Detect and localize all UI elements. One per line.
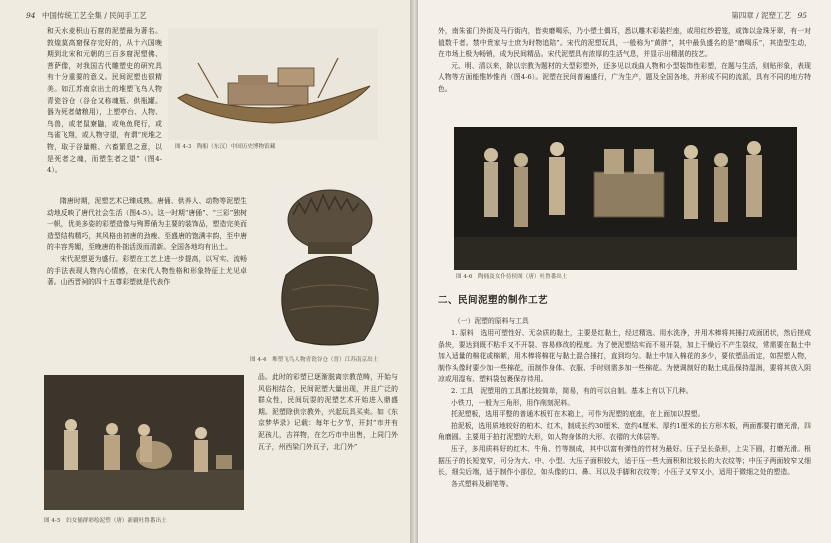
pottery-boat-image [168,28,378,140]
right-page-header [731,10,811,21]
left-page [0,0,412,543]
right-page-number: 95 [797,11,807,20]
right-top-paragraph-2: 元、明、清以来，除以宗教为题材的大型彩塑外，还多见以戏曲人物和小型装饰性彩塑，在题与生活，则贴形象，表现人物等方面能惟妙惟肖（图4-6）。泥塑在民间普遍盛行，广为生产，题及全国各地，并形成不同的流派，具有不同的地方特色。 [438,61,811,93]
left-page-header [22,10,147,21]
left-col1-text-b [47,196,247,289]
body-paragraph-materials: 1. 原料 选用可塑性好、无杂质的黏土，主要是红黏土，经过精选、用水洗净，并用木棒将其捶打成面团状，然后搓成条块，要达到既不粘手又不开裂、容易修改的程度。为了使泥塑结实而不易开裂，加上干燥后不产生裂纹，常需要在黏土中加入适量的棉花或棉絮，用木棒将棉花与黏土混合捶打，直到均匀。黏土中加入棉花的多少，要依塑品而定，如捏塑人物，制作头像时要少加一些棉花，而制作身体、衣服、手时则需多加一些棉花。为使调制好的黏土成品保持湿润，要将其放入阴凉或用湿布、塑料袋包裹保存待用。 [438,329,811,384]
body-paragraph-tools: 2. 工具 泥塑用的工具都比较简单，简易，有的可以自制。基本上有以下几种。 [451,386,693,395]
left-paragraph-3: 宋代泥塑更为盛行。彩塑在工艺上进一步提高，以写实、流畅的手法表现人物内心情感，在宋代人物性格和形象特征上尤见卓著。山西晋祠的四十五尊彩塑就是代表作 [47,254,247,287]
right-page [418,0,831,543]
body-paragraph-knife: 小铁刀，一般为三角形，用作削刻泥料。 [451,398,575,407]
tang-figurines-image [454,127,797,270]
caption-fig-4-6: 图 4-6 陶俑及女仆侍侯图（唐）吐鲁番出土 [456,274,568,280]
left-col2-text [258,372,398,453]
left-paragraph-1: 和天水麦积山石窟的泥塑最为著名。敦煌莫高窟保存完好的，从十六国晚期到北宋和元朝的三百多窟泥塑佛、菩萨像，对我国古代雕塑史的研究具有十分重要的意义。民间泥塑也很精美。如江苏南京出土的堆塑飞鸟人物青瓷谷仓（谷仓又称魂瓶、供瓶罐。器为死者储粮用），上塑亭台、人物、鸟兽，或老鼠寮鼬，或龟鱼爬行，或鸟雀飞翔，或人物守望，有谓“庑堆之物，取于谷量帷、六畜繁息之意，以是死者之魂，而塑生者之望”（图4-4）。 [47,27,162,175]
left-paragraph-2: 隋唐时期，泥塑艺术已臻成熟。唐俑、供养人、动物等泥塑生动地反映了唐代社会生活（图4-5）。这一时期“唐俑”、“三彩”独树一帜，优美多姿的彩塑造像与殉葬俑为主要的装饰品，塑造完美而造型结构精巧，其风格由初唐的劲瘦、至盛唐的饱满丰韵，至中唐的丰容秀媚，至晚唐的朴拙活泼而清新。全国各地均有出土。 [47,197,247,252]
left-page-number: 94 [26,11,36,20]
body-paragraph-brushes: 各式塑料及刷笔等。 [451,479,513,488]
figure-boat [168,28,378,140]
body-paragraph-paddle: 拍泥板，选用质地较好的柏木、红木，制成长约30厘米、宽约4厘米、厚约1厘米的长方形木板，两面都要打磨光滑，四角磨圆。主要用于拍打泥塑的大形，如人物身体的大形、衣褶的大体层等。 [438,421,811,442]
body-paragraph-presser: 压子，多用质料好的红木、牛角、竹等制成，其中以富有弹性的竹材为最好。压子呈长条形，上尖下圆，打磨光滑。根据压子的长短宽窄，可分为大、中、小型。大压子面积较大，适于压一些大面积和比较长的大衣纹等；中压子两面较窄又细长，细尖后端，适于制作小部位，如头像的口、鼻、耳以及手脚和衣纹等；小压子又窄又小，适用于微细之处的塑造。 [438,444,811,477]
figure-women-figurines [44,375,244,510]
caption-fig-4-4: 图 4-4 堆塑飞鸟人物青瓷谷仓（晋）江苏南京出土 [250,357,379,363]
celadon-granary-jar-image [268,180,398,355]
right-body-text [438,328,811,490]
women-figurines-image [44,375,244,510]
caption-fig-4-5: 图 4-5 妇女俑群彩绘泥塑（唐）新疆吐鲁番出土 [44,518,167,524]
figure-jar [268,180,398,355]
right-top-text [438,26,811,96]
body-paragraph-board: 托泥塑板，选用平整的普通木板钉在木箱上，可作为泥塑的底座，在上面加以捏塑。 [451,410,705,419]
right-chapter-title: 第四章 / 泥塑工艺 [731,11,792,20]
section-title: 二、民间泥塑的制作工艺 [438,295,549,306]
left-col1-text [47,26,162,177]
subheading: （一）泥塑的原料与工具 [454,317,529,325]
right-top-paragraph-1: 外，南朱雀门外街及马行街内，皆卖磨喝乐，乃小塑土偶耳，悉以雕木彩装栏座，或用红纱碧笼，或饰以金珠牙翠，有一对值数千者。禁中贵家与士庶为时物追陪”。宋代的泥塑玩具，一般称为“黄胖”，其中最负盛名的是“磨喝乐”，其造型生动，在市场上极为畅销，成为民间精品。宋代泥塑具有浓厚的生活气息，并显示出精湛的技艺。 [438,27,811,59]
left-col2-paragraph: 品。此时的彩塑已逐渐脱离宗教范畴，开始与风俗相结合，民间泥塑大量出现，并且广泛的群众性，民间玩耍的泥塑艺术开始进入鼎盛期。泥塑除供宗教外，兴起玩具买卖。如《东京梦华录》记载：每年七夕节，开封“市井有泥孩儿，吉祥物，在乞巧市中出售，上同门外瓦子，州西梁门外瓦子，北门外” [258,373,398,451]
figure-tang-figurines [454,127,797,270]
caption-fig-4-3: 图 4-3 陶船（东汉）中国历史博物馆藏 [175,144,276,150]
left-book-title: 中国传统工艺全集 / 民间手工艺 [41,11,147,20]
